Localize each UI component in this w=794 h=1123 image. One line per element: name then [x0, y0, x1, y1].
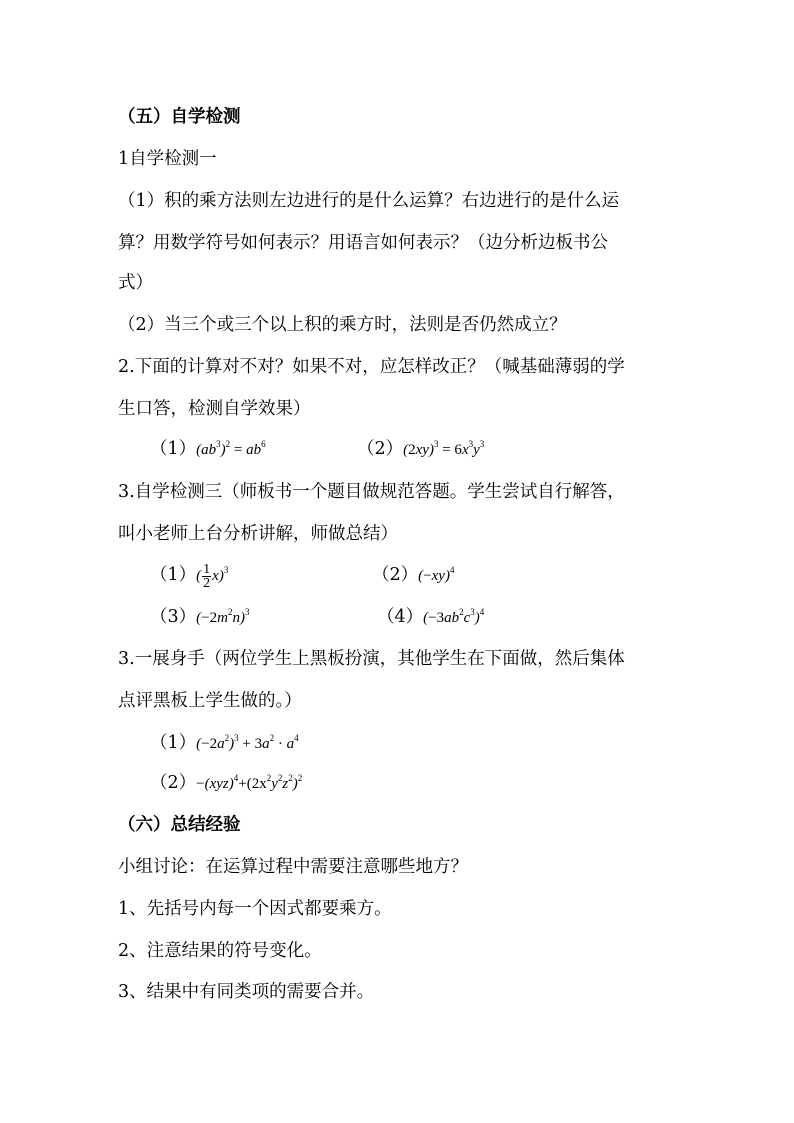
question-1-line-2: 算？用数学符号如何表示？用语言如何表示？（边分析边板书公 [118, 233, 608, 253]
summary-point-2: 2、注意结果的符号变化。 [118, 941, 322, 961]
formula: $(-2m^2n)^3$ [196, 607, 250, 626]
part-3-line-1: 3.自学检测三（师板书一个题目做规范答题。学生尝试自行解答， [118, 482, 625, 502]
item-label: （2） [357, 439, 404, 459]
formula: $(-2a^2)^3 + 3a^2 \cdot a^4$ [196, 733, 299, 752]
self-test-1-title: 1自学检测一 [118, 149, 217, 169]
part-3-item-1 [150, 563, 228, 590]
part-4-item-2 [150, 771, 302, 796]
part-3-item-4 [377, 605, 484, 630]
item-label: （1） [150, 733, 197, 753]
question-1-line-3: 式） [118, 273, 153, 293]
part-2-line-2: 生口答，检测自学效果） [118, 399, 311, 419]
part-3-line-2: 叫小老师上台分析讲解，师做总结） [118, 524, 398, 544]
section-6-heading: （六）总结经验 [118, 815, 241, 835]
summary-point-3: 3、结果中有同类项的需要合并。 [118, 982, 375, 1002]
part-3-item-3 [150, 605, 249, 630]
formula: $-(xyz)^4+(2x^2y^2z^2)^2$ [196, 773, 303, 792]
formula: ( $\frac{1}{2}$ x)$^3$ [196, 562, 229, 592]
formula: $(-xy)^4$ [418, 565, 455, 584]
part-2-line-1: 2.下面的计算对不对？如果不对，应怎样改正？（喊基础薄弱的学 [118, 357, 625, 377]
part-2-item-2 [357, 437, 484, 462]
item-label: （1） [150, 565, 197, 585]
item-label: （3） [150, 607, 197, 627]
section-5-heading: （五）自学检测 [118, 107, 241, 127]
formula: $(2xy)^3 = 6x^3y^3$ [403, 439, 485, 458]
summary-point-1: 1、先括号内每一个因式都要乘方。 [118, 899, 392, 919]
formula: $(-3ab^2c^3)^4$ [423, 607, 485, 626]
part-2-item-1 [150, 437, 266, 462]
item-label: （1） [150, 439, 197, 459]
item-label: （4） [377, 607, 424, 627]
question-2-line-1: （2）当三个或三个以上积的乘方时，法则是否仍然成立？ [118, 315, 567, 335]
item-label: （2） [372, 565, 419, 585]
part-3-item-2 [372, 563, 454, 588]
part-4-item-1 [150, 731, 299, 756]
summary-discussion: 小组讨论：在运算过程中需要注意哪些地方？ [118, 857, 468, 877]
fraction: $\frac{1}{2}$ [203, 562, 211, 592]
question-1-line-1: （1）积的乘方法则左边进行的是什么运算？右边进行的是什么运 [118, 191, 620, 211]
item-label: （2） [150, 773, 197, 793]
part-4-line-1: 3.一展身手（两位学生上黑板扮演，其他学生在下面做，然后集体 [118, 649, 625, 669]
formula: $(ab^3)^2 = ab^6$ [196, 439, 266, 458]
part-4-line-2: 点评黑板上学生做的。） [118, 691, 302, 711]
